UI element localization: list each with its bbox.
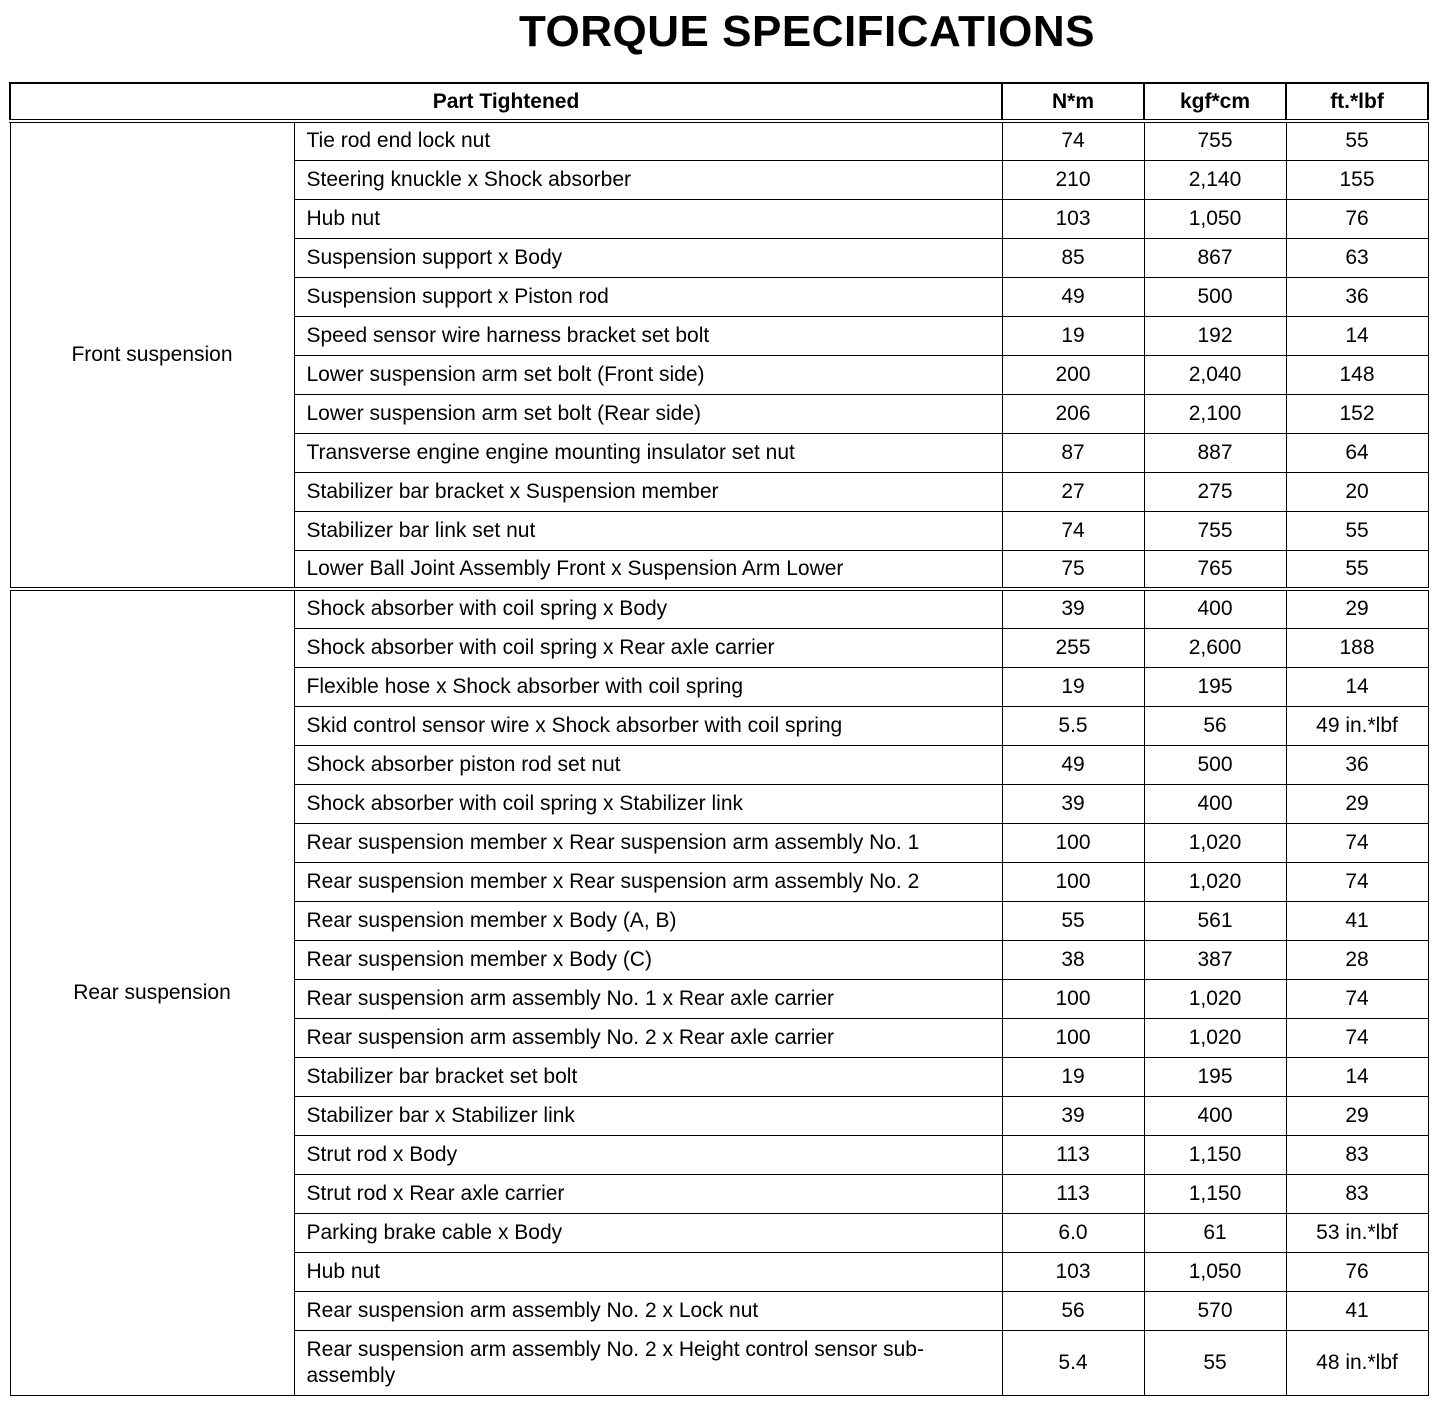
ft-lbf-cell: 29 bbox=[1286, 589, 1428, 628]
nm-cell: 100 bbox=[1002, 862, 1144, 901]
part-cell: Rear suspension member x Rear suspension arm assembly No. 1 bbox=[294, 823, 1002, 862]
kgf-cell: 570 bbox=[1144, 1291, 1286, 1330]
part-cell: Parking brake cable x Body bbox=[294, 1213, 1002, 1252]
part-cell: Shock absorber with coil spring x Body bbox=[294, 589, 1002, 628]
header-ft-lbf: ft.*lbf bbox=[1286, 83, 1428, 121]
ft-lbf-cell: 155 bbox=[1286, 160, 1428, 199]
part-cell: Suspension support x Body bbox=[294, 238, 1002, 277]
part-cell: Lower Ball Joint Assembly Front x Suspension Arm Lower bbox=[294, 550, 1002, 589]
ft-lbf-cell: 76 bbox=[1286, 199, 1428, 238]
part-cell: Stabilizer bar x Stabilizer link bbox=[294, 1096, 1002, 1135]
kgf-cell: 1,150 bbox=[1144, 1174, 1286, 1213]
nm-cell: 210 bbox=[1002, 160, 1144, 199]
table-row bbox=[10, 589, 1428, 628]
part-cell: Shock absorber piston rod set nut bbox=[294, 745, 1002, 784]
nm-cell: 5.5 bbox=[1002, 706, 1144, 745]
nm-cell: 39 bbox=[1002, 784, 1144, 823]
nm-cell: 103 bbox=[1002, 1252, 1144, 1291]
part-cell: Rear suspension arm assembly No. 2 x Height control sensor sub-assembly bbox=[294, 1330, 1002, 1395]
part-cell: Rear suspension member x Rear suspension arm assembly No. 2 bbox=[294, 862, 1002, 901]
table-row bbox=[10, 121, 1428, 160]
kgf-cell: 56 bbox=[1144, 706, 1286, 745]
kgf-cell: 61 bbox=[1144, 1213, 1286, 1252]
part-cell: Hub nut bbox=[294, 199, 1002, 238]
nm-cell: 39 bbox=[1002, 1096, 1144, 1135]
part-cell: Rear suspension arm assembly No. 2 x Rear axle carrier bbox=[294, 1018, 1002, 1057]
nm-cell: 206 bbox=[1002, 394, 1144, 433]
ft-lbf-cell: 188 bbox=[1286, 628, 1428, 667]
nm-cell: 113 bbox=[1002, 1135, 1144, 1174]
kgf-cell: 275 bbox=[1144, 472, 1286, 511]
part-cell: Speed sensor wire harness bracket set bolt bbox=[294, 316, 1002, 355]
ft-lbf-cell: 29 bbox=[1286, 1096, 1428, 1135]
header-part-tightened: Part Tightened bbox=[10, 83, 1002, 121]
nm-cell: 19 bbox=[1002, 1057, 1144, 1096]
part-cell: Tie rod end lock nut bbox=[294, 121, 1002, 160]
kgf-cell: 1,150 bbox=[1144, 1135, 1286, 1174]
nm-cell: 74 bbox=[1002, 121, 1144, 160]
nm-cell: 38 bbox=[1002, 940, 1144, 979]
ft-lbf-cell: 83 bbox=[1286, 1174, 1428, 1213]
part-cell: Strut rod x Body bbox=[294, 1135, 1002, 1174]
header-kgf-cm: kgf*cm bbox=[1144, 83, 1286, 121]
part-cell: Strut rod x Rear axle carrier bbox=[294, 1174, 1002, 1213]
kgf-cell: 500 bbox=[1144, 277, 1286, 316]
kgf-cell: 2,040 bbox=[1144, 355, 1286, 394]
ft-lbf-cell: 55 bbox=[1286, 511, 1428, 550]
page-title: TORQUE SPECIFICATIONS bbox=[518, 7, 1096, 56]
kgf-cell: 887 bbox=[1144, 433, 1286, 472]
kgf-cell: 1,020 bbox=[1144, 1018, 1286, 1057]
kgf-cell: 755 bbox=[1144, 121, 1286, 160]
ft-lbf-cell: 148 bbox=[1286, 355, 1428, 394]
nm-cell: 100 bbox=[1002, 1018, 1144, 1057]
part-cell: Lower suspension arm set bolt (Front side) bbox=[294, 355, 1002, 394]
ft-lbf-cell: 74 bbox=[1286, 1018, 1428, 1057]
kgf-cell: 387 bbox=[1144, 940, 1286, 979]
nm-cell: 74 bbox=[1002, 511, 1144, 550]
ft-lbf-cell: 49 in.*lbf bbox=[1286, 706, 1428, 745]
part-cell: Shock absorber with coil spring x Stabilizer link bbox=[294, 784, 1002, 823]
ft-lbf-cell: 14 bbox=[1286, 1057, 1428, 1096]
nm-cell: 55 bbox=[1002, 901, 1144, 940]
nm-cell: 87 bbox=[1002, 433, 1144, 472]
nm-cell: 200 bbox=[1002, 355, 1144, 394]
nm-cell: 19 bbox=[1002, 316, 1144, 355]
ft-lbf-cell: 53 in.*lbf bbox=[1286, 1213, 1428, 1252]
kgf-cell: 400 bbox=[1144, 784, 1286, 823]
part-cell: Stabilizer bar bracket set bolt bbox=[294, 1057, 1002, 1096]
kgf-cell: 195 bbox=[1144, 1057, 1286, 1096]
ft-lbf-cell: 28 bbox=[1286, 940, 1428, 979]
nm-cell: 27 bbox=[1002, 472, 1144, 511]
ft-lbf-cell: 55 bbox=[1286, 121, 1428, 160]
kgf-cell: 561 bbox=[1144, 901, 1286, 940]
kgf-cell: 2,100 bbox=[1144, 394, 1286, 433]
kgf-cell: 400 bbox=[1144, 589, 1286, 628]
part-cell: Rear suspension arm assembly No. 1 x Rear axle carrier bbox=[294, 979, 1002, 1018]
kgf-cell: 500 bbox=[1144, 745, 1286, 784]
kgf-cell: 192 bbox=[1144, 316, 1286, 355]
group-label: Front suspension bbox=[10, 121, 294, 589]
nm-cell: 5.4 bbox=[1002, 1330, 1144, 1395]
ft-lbf-cell: 74 bbox=[1286, 823, 1428, 862]
nm-cell: 255 bbox=[1002, 628, 1144, 667]
nm-cell: 85 bbox=[1002, 238, 1144, 277]
nm-cell: 56 bbox=[1002, 1291, 1144, 1330]
ft-lbf-cell: 76 bbox=[1286, 1252, 1428, 1291]
part-cell: Stabilizer bar link set nut bbox=[294, 511, 1002, 550]
ft-lbf-cell: 20 bbox=[1286, 472, 1428, 511]
header-row bbox=[10, 83, 1428, 121]
nm-cell: 39 bbox=[1002, 589, 1144, 628]
nm-cell: 49 bbox=[1002, 745, 1144, 784]
ft-lbf-cell: 41 bbox=[1286, 1291, 1428, 1330]
part-cell: Shock absorber with coil spring x Rear axle carrier bbox=[294, 628, 1002, 667]
ft-lbf-cell: 14 bbox=[1286, 667, 1428, 706]
kgf-cell: 55 bbox=[1144, 1330, 1286, 1395]
kgf-cell: 755 bbox=[1144, 511, 1286, 550]
part-cell: Skid control sensor wire x Shock absorber with coil spring bbox=[294, 706, 1002, 745]
part-cell: Transverse engine engine mounting insulator set nut bbox=[294, 433, 1002, 472]
part-cell: Stabilizer bar bracket x Suspension member bbox=[294, 472, 1002, 511]
nm-cell: 75 bbox=[1002, 550, 1144, 589]
ft-lbf-cell: 83 bbox=[1286, 1135, 1428, 1174]
kgf-cell: 2,140 bbox=[1144, 160, 1286, 199]
kgf-cell: 867 bbox=[1144, 238, 1286, 277]
ft-lbf-cell: 36 bbox=[1286, 745, 1428, 784]
part-cell: Lower suspension arm set bolt (Rear side) bbox=[294, 394, 1002, 433]
ft-lbf-cell: 48 in.*lbf bbox=[1286, 1330, 1428, 1395]
ft-lbf-cell: 41 bbox=[1286, 901, 1428, 940]
nm-cell: 113 bbox=[1002, 1174, 1144, 1213]
nm-cell: 19 bbox=[1002, 667, 1144, 706]
kgf-cell: 2,600 bbox=[1144, 628, 1286, 667]
part-cell: Flexible hose x Shock absorber with coil spring bbox=[294, 667, 1002, 706]
ft-lbf-cell: 63 bbox=[1286, 238, 1428, 277]
nm-cell: 100 bbox=[1002, 823, 1144, 862]
ft-lbf-cell: 74 bbox=[1286, 862, 1428, 901]
ft-lbf-cell: 55 bbox=[1286, 550, 1428, 589]
kgf-cell: 765 bbox=[1144, 550, 1286, 589]
part-cell: Rear suspension member x Body (C) bbox=[294, 940, 1002, 979]
part-cell: Hub nut bbox=[294, 1252, 1002, 1291]
part-cell: Rear suspension arm assembly No. 2 x Lock nut bbox=[294, 1291, 1002, 1330]
group-label: Rear suspension bbox=[10, 589, 294, 1395]
torque-table bbox=[9, 82, 1429, 1396]
ft-lbf-cell: 29 bbox=[1286, 784, 1428, 823]
kgf-cell: 400 bbox=[1144, 1096, 1286, 1135]
kgf-cell: 1,020 bbox=[1144, 823, 1286, 862]
header-nm: N*m bbox=[1002, 83, 1144, 121]
ft-lbf-cell: 64 bbox=[1286, 433, 1428, 472]
part-cell: Steering knuckle x Shock absorber bbox=[294, 160, 1002, 199]
kgf-cell: 195 bbox=[1144, 667, 1286, 706]
nm-cell: 6.0 bbox=[1002, 1213, 1144, 1252]
kgf-cell: 1,020 bbox=[1144, 979, 1286, 1018]
ft-lbf-cell: 74 bbox=[1286, 979, 1428, 1018]
nm-cell: 100 bbox=[1002, 979, 1144, 1018]
ft-lbf-cell: 14 bbox=[1286, 316, 1428, 355]
nm-cell: 49 bbox=[1002, 277, 1144, 316]
kgf-cell: 1,020 bbox=[1144, 862, 1286, 901]
nm-cell: 103 bbox=[1002, 199, 1144, 238]
ft-lbf-cell: 36 bbox=[1286, 277, 1428, 316]
part-cell: Suspension support x Piston rod bbox=[294, 277, 1002, 316]
kgf-cell: 1,050 bbox=[1144, 199, 1286, 238]
ft-lbf-cell: 152 bbox=[1286, 394, 1428, 433]
kgf-cell: 1,050 bbox=[1144, 1252, 1286, 1291]
part-cell: Rear suspension member x Body (A, B) bbox=[294, 901, 1002, 940]
table-body bbox=[10, 121, 1428, 1395]
